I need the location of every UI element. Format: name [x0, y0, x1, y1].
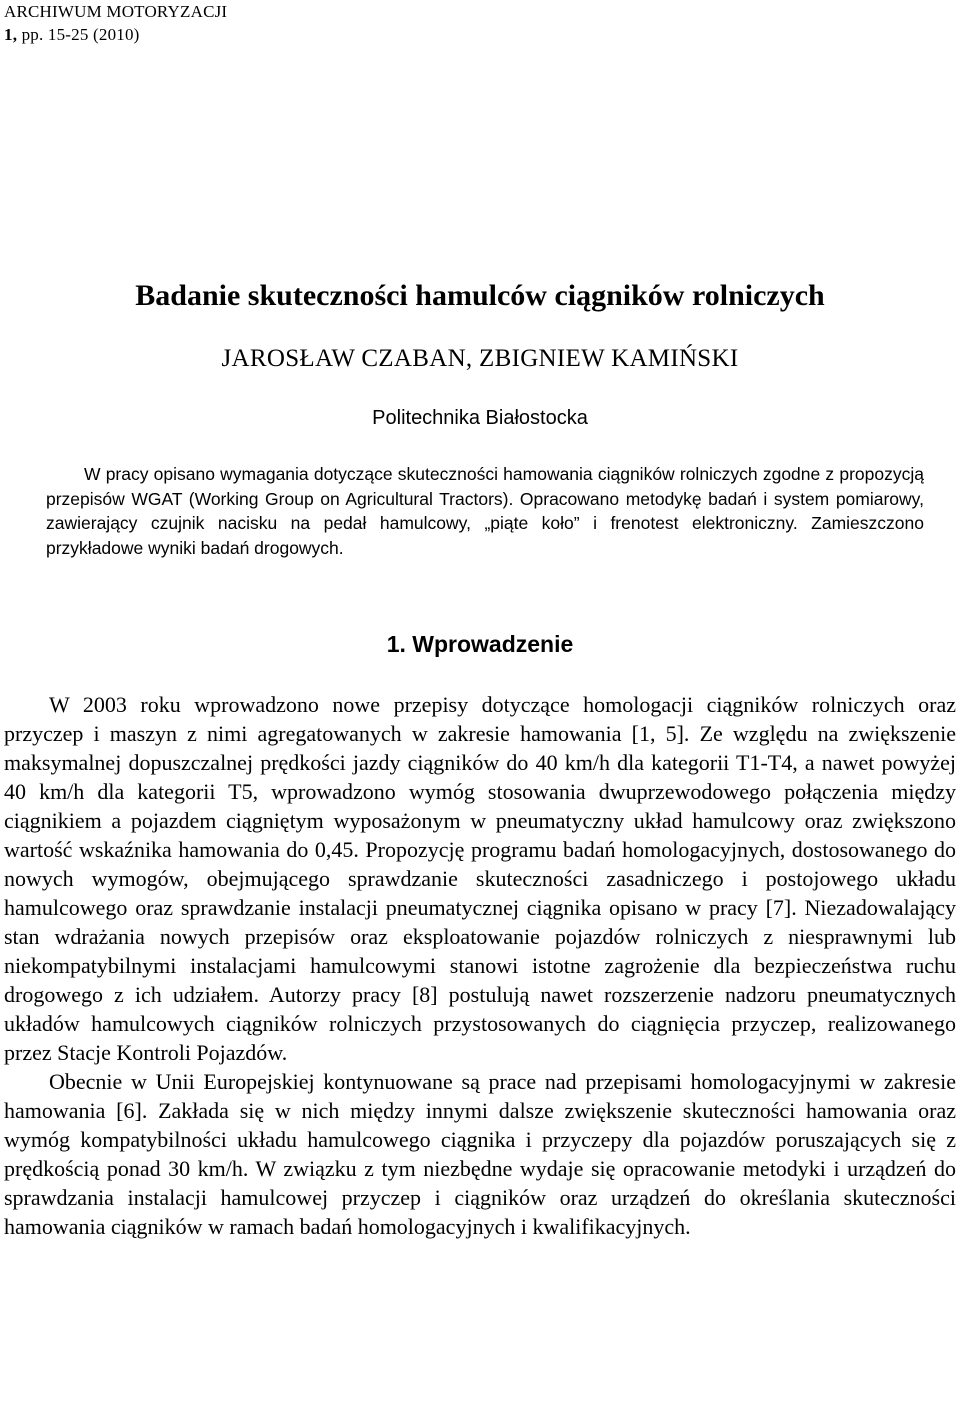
journal-header [4, 0, 227, 46]
affiliation: Politechnika Białostocka [372, 407, 588, 429]
section-heading: 1. Wprowadzenie [386, 631, 574, 657]
journal-issue [4, 23, 227, 46]
issue-pages: pp. 15-25 (2010) [17, 25, 140, 44]
body-text [4, 690, 956, 1241]
abstract: W pracy opisano wymagania dotyczące skuteczności hamowania ciągników rolniczych zgodne z propozycją przepisów WGAT (Working Group on Agricultural Tractors). Opracowano metodykę badań i system pomiarowy, zawierający czujnik nacisku na pedał hamulcowy, „piąte koło” i frenotest elektroniczny. Zamieszczono przykładowe wyniki badań drogowych. [46, 464, 924, 558]
body-paragraph: Obecnie w Unii Europejskiej kontynuowane są prace nad przepisami homologacyjnymi w zakresie hamowania [6]. Zakłada się w nich między innymi dalsze zwiększenie skuteczności hamowania oraz wymóg kompatybilności układu hamulcowego ciągnika i przyczepy dla pojazdów poruszających się z prędkością ponad 30 km/h. W związku z tym niezbędne wydaje się opracowanie metodyki i urządzeń do sprawdzania instalacji hamulcowej przyczep i ciągników oraz urządzeń do określania skuteczności hamowania ciągników w ramach badań homologacyjnych i kwalifikacyjnych. [4, 1069, 956, 1239]
body-paragraph: W 2003 roku wprowadzono nowe przepisy dotyczące homologacji ciągników rolniczych oraz przyczep i maszyn z nimi agregatowanych w zakresie hamowania [1, 5]. Ze względu na zwiększenie maksymalnej dopuszczalnej prędkości jazdy ciągników do 40 km/h dla kategorii T1-T4, a nawet powyżej 40 km/h dla kategorii T5, wprowadzono wymóg stosowania dwuprzewodowego połączenia między ciągnikiem a pojazdem ciągniętym wyposażonym w pneumatyczny układ hamulcowy oraz zwiększono wartość wskaźnika hamowania do 0,45. Propozycję programu badań homologacyjnych, dostosowanego do nowych wymogów, obejmującego sprawdzanie skuteczności zasadniczego i postojowego układu hamulcowego oraz sprawdzanie instalacji pneumatycznej ciągnika opisano w pracy [7]. Niezadowalający stan wdrażania nowych przepisów oraz eksploatowanie pojazdów rolniczych z niesprawnymi lub niekompatybilnymi instalacjami hamulcowymi stanowi istotne zagrożenie dla bezpieczeństwa ruchu drogowego z ich udziałem. Autorzy pracy [8] postulują nawet rozszerzenie nadzoru pneumatycznych układów hamulcowych ciągników rolniczych przystosowanych do ciągnięcia przyczep, realizowanego przez Stacje Kontroli Pojazdów. [4, 692, 956, 1065]
paper-authors: JAROSŁAW CZABAN, ZBIGNIEW KAMIŃSKI [221, 345, 739, 372]
paper-title: Badanie skuteczności hamulców ciągników rolniczych [135, 279, 825, 312]
issue-number: 1, [4, 25, 18, 44]
journal-name: ARCHIWUM MOTORYZACJI [4, 2, 228, 21]
